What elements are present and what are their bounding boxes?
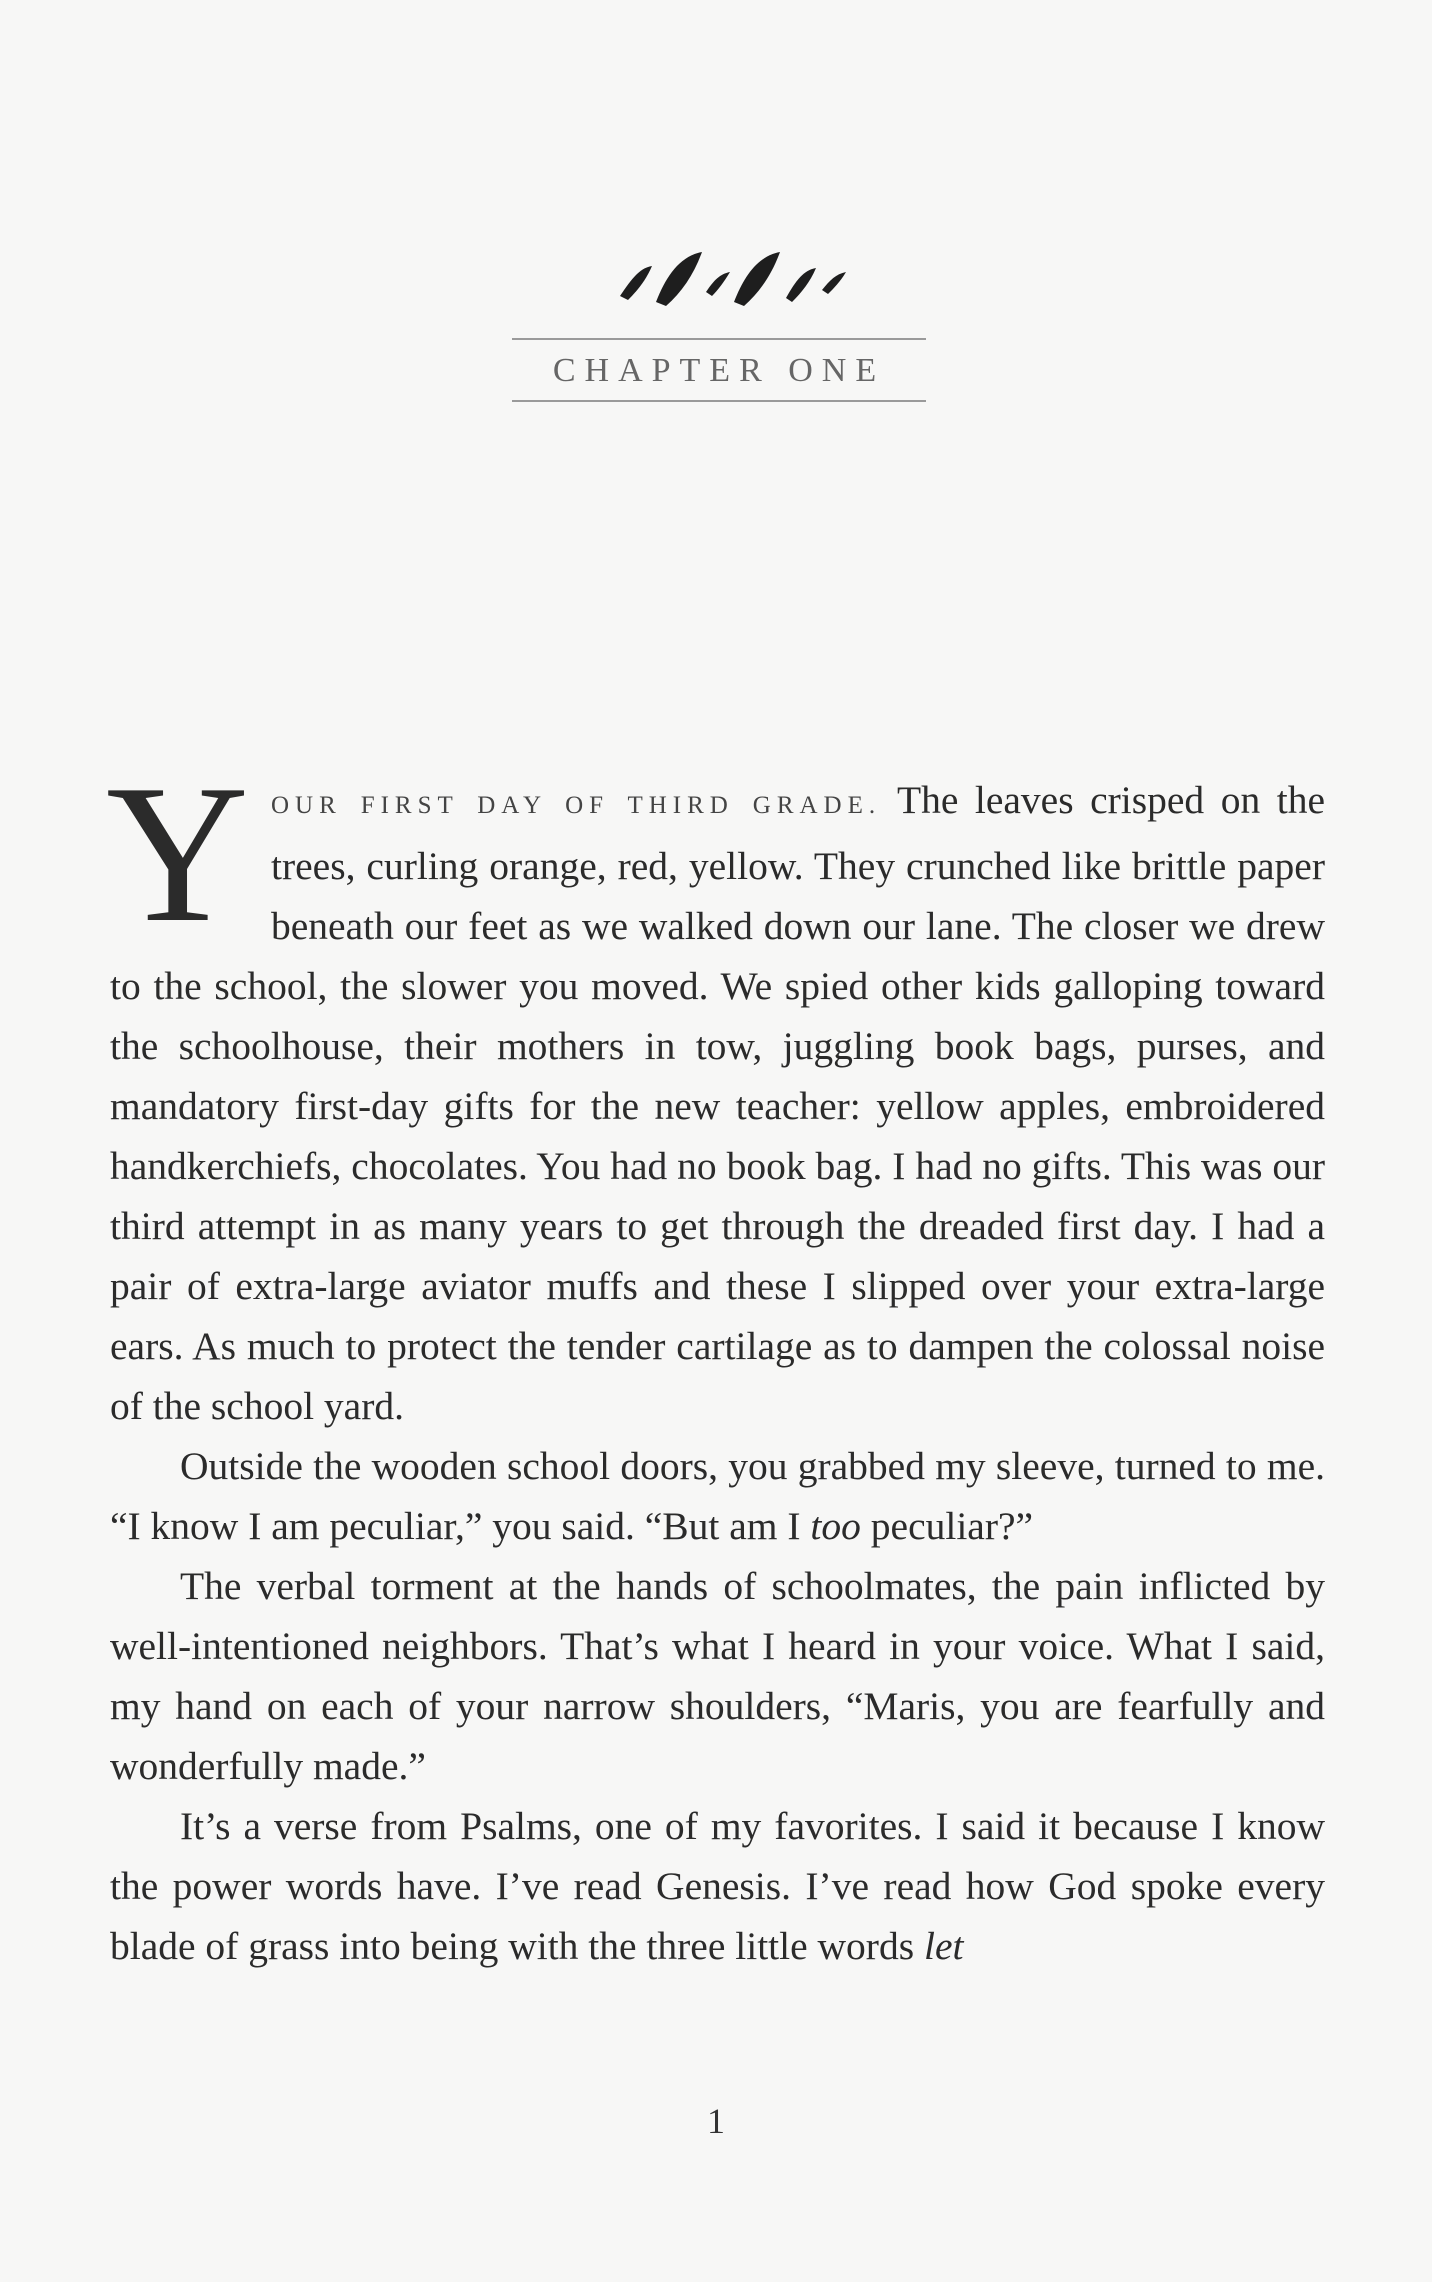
paragraph-2-text-before: Outside the wooden school doors, you grabbed my sleeve, turned to me. “I know I am peculiar,” you said. “But am I	[110, 1444, 1325, 1548]
drop-cap: Y	[106, 744, 249, 963]
chapter-body	[106, 744, 1325, 1976]
chapter-heading	[512, 338, 926, 402]
paragraph-4-italic: let	[923, 1924, 964, 1968]
paragraph-4	[110, 1796, 1325, 1976]
opening-small-caps: OUR FIRST DAY OF THIRD GRADE.	[271, 792, 882, 819]
page-number: 1	[707, 2101, 725, 2141]
chapter-ornament-icon	[610, 240, 860, 312]
paragraph-2-text-after: peculiar?”	[860, 1504, 1034, 1548]
paragraph-3	[110, 1556, 1325, 1796]
paragraph-3-text: The verbal torment at the hands of schoolmates, the pain inflicted by well-intentioned neighbors. That’s what I heard in your voice. What I said, my hand on each of your narrow shoulders, “Maris, you are fearfully and wonderfully made.”	[110, 1564, 1325, 1788]
paragraph-1-text: The leaves crisped on the trees, curling orange, red, yellow. They crunched like brittle paper beneath our feet as we walked down our lane. The closer we drew to the school, the slower you moved. We spied other kids galloping toward the schoolhouse, their mothers in tow, juggling book bags, purses, and mandatory first-day gifts for the new teacher: yellow apples, embroidered handkerchiefs, chocolates. You had no book bag. I had no gifts. This was our third attempt in as many years to get through the dreaded first day. I had a pair of extra-large aviator muffs and these I slipped over your extra-large ears. As much to protect the tender cartilage as to dampen the colossal noise of the school yard.	[110, 778, 1325, 1428]
paragraph-1	[106, 744, 1325, 1436]
paragraph-2-italic: too	[810, 1504, 861, 1548]
paragraph-2	[110, 1436, 1325, 1556]
paragraph-4-text: It’s a verse from Psalms, one of my favorites. I said it because I know the power words have. I’ve read Genesis. I’ve read how God spoke every blade of grass into being with the three little words	[110, 1804, 1325, 1968]
chapter-heading-text: CHAPTER ONE	[552, 352, 886, 389]
